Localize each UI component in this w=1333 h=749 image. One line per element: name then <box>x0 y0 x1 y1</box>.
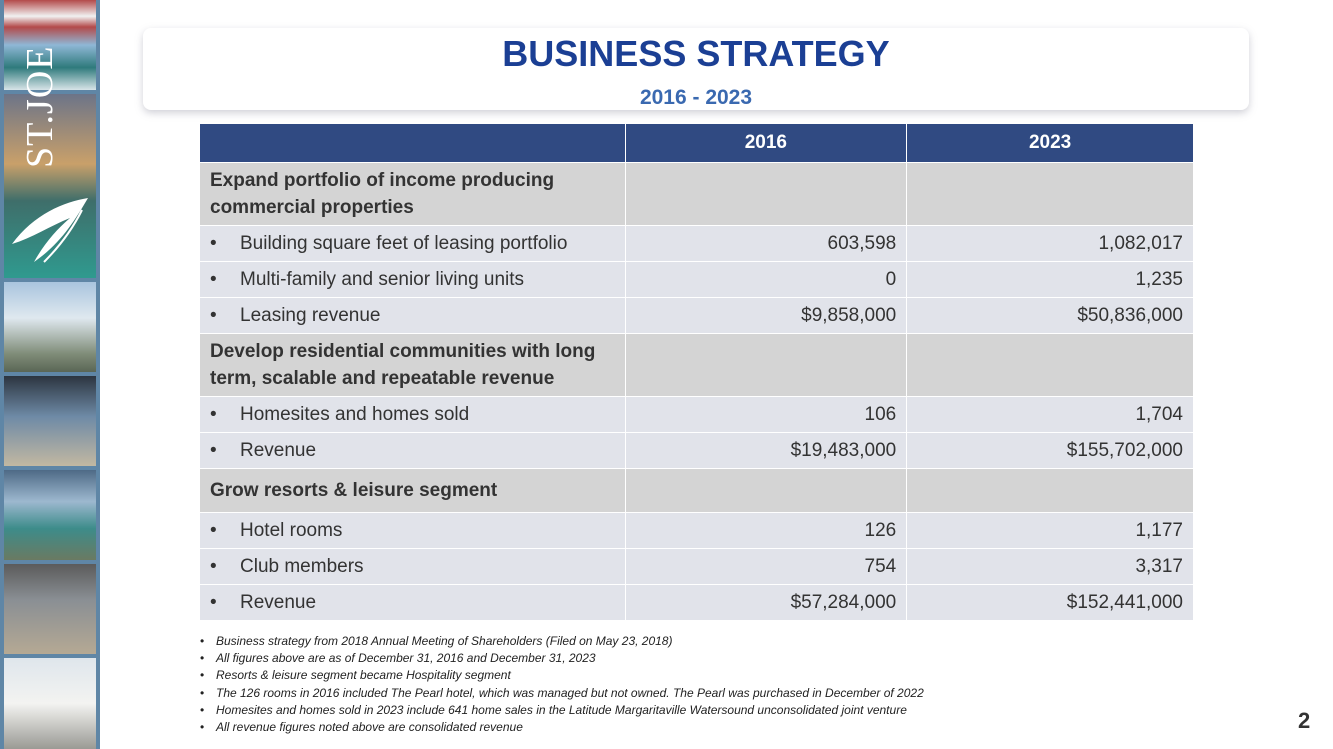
table-row <box>200 585 1194 621</box>
table-row <box>200 262 1194 298</box>
bullet-icon: • <box>210 232 217 254</box>
table-row <box>200 513 1194 549</box>
value-2023: 1,082,017 <box>907 226 1194 262</box>
photo-strip <box>0 0 100 749</box>
footnote: • Homesites and homes sold in 2023 include 641 home sales in the Latitude Margaritaville Watersound unconsolidated joint venture <box>200 702 924 719</box>
section-row <box>200 163 1194 226</box>
value-2016: 754 <box>625 549 907 585</box>
value-2023: 1,704 <box>907 397 1194 433</box>
table-row <box>200 549 1194 585</box>
bullet-icon: • <box>210 439 217 461</box>
bullet-icon: • <box>210 304 217 326</box>
table-row <box>200 298 1194 334</box>
bullet-icon: • <box>210 555 217 577</box>
slide-title: BUSINESS STRATEGY <box>502 33 890 74</box>
footnote: • Business strategy from 2018 Annual Meeting of Shareholders (Filed on May 23, 2018) <box>200 633 924 650</box>
header-2016: 2016 <box>625 124 907 163</box>
section-label: Develop residential communities with long term, scalable and repeatable revenue <box>200 334 626 397</box>
value-2016: 126 <box>625 513 907 549</box>
row-label: Club members <box>240 555 364 577</box>
strategy-table <box>199 123 1194 621</box>
value-2023: $152,441,000 <box>907 585 1194 621</box>
section-row <box>200 469 1194 513</box>
page-number: 2 <box>1298 708 1311 733</box>
slide-subtitle: 2016 - 2023 <box>639 86 753 109</box>
value-2023: 1,177 <box>907 513 1194 549</box>
table-row <box>200 397 1194 433</box>
row-label: Revenue <box>240 439 317 461</box>
row-label: Homesites and homes sold <box>240 403 470 425</box>
value-2016: 106 <box>625 397 907 433</box>
row-label: Building square feet of leasing portfolio <box>240 232 568 254</box>
club-interior-photo <box>4 564 96 654</box>
bullet-icon: • <box>210 268 217 290</box>
value-2023: $155,702,000 <box>907 433 1194 469</box>
logo-wordmark: ST.JOE <box>19 45 61 168</box>
table-row <box>200 226 1194 262</box>
value-2023: 1,235 <box>907 262 1194 298</box>
building-photo <box>4 282 96 372</box>
section-row <box>200 334 1194 397</box>
footnotes <box>200 633 924 736</box>
bullet-icon: • <box>210 519 217 541</box>
bullet-icon: • <box>210 591 217 613</box>
footnote: • All figures above are as of December 31, 2016 and December 31, 2023 <box>200 650 924 667</box>
terrace-photo <box>4 376 96 466</box>
table-header-row <box>200 124 1194 163</box>
value-2023: 3,317 <box>907 549 1194 585</box>
footnote: • The 126 rooms in 2016 included The Pearl hotel, which was managed but not owned. The Pearl was purchased in December of 2022 <box>200 685 924 702</box>
row-label: Revenue <box>240 591 317 613</box>
row-label: Leasing revenue <box>240 304 381 326</box>
footnote: • All revenue figures noted above are consolidated revenue <box>200 719 924 736</box>
header-2023: 2023 <box>907 124 1194 163</box>
section-label: Expand portfolio of income producing commercial properties <box>200 163 626 226</box>
living-room-photo <box>4 658 96 749</box>
resort-pool-photo <box>4 470 96 560</box>
row-label: Hotel rooms <box>240 519 343 541</box>
table-row <box>200 433 1194 469</box>
title-card <box>143 28 1249 110</box>
header-label <box>200 124 626 163</box>
bullet-icon: • <box>210 403 217 425</box>
value-2023: $50,836,000 <box>907 298 1194 334</box>
footnote: • Resorts & leisure segment became Hospitality segment <box>200 667 924 684</box>
section-label: Grow resorts & leisure segment <box>200 469 626 513</box>
value-2016: $9,858,000 <box>625 298 907 334</box>
value-2016: 603,598 <box>625 226 907 262</box>
row-label: Multi-family and senior living units <box>240 268 525 290</box>
value-2016: $19,483,000 <box>625 433 907 469</box>
value-2016: 0 <box>625 262 907 298</box>
value-2016: $57,284,000 <box>625 585 907 621</box>
